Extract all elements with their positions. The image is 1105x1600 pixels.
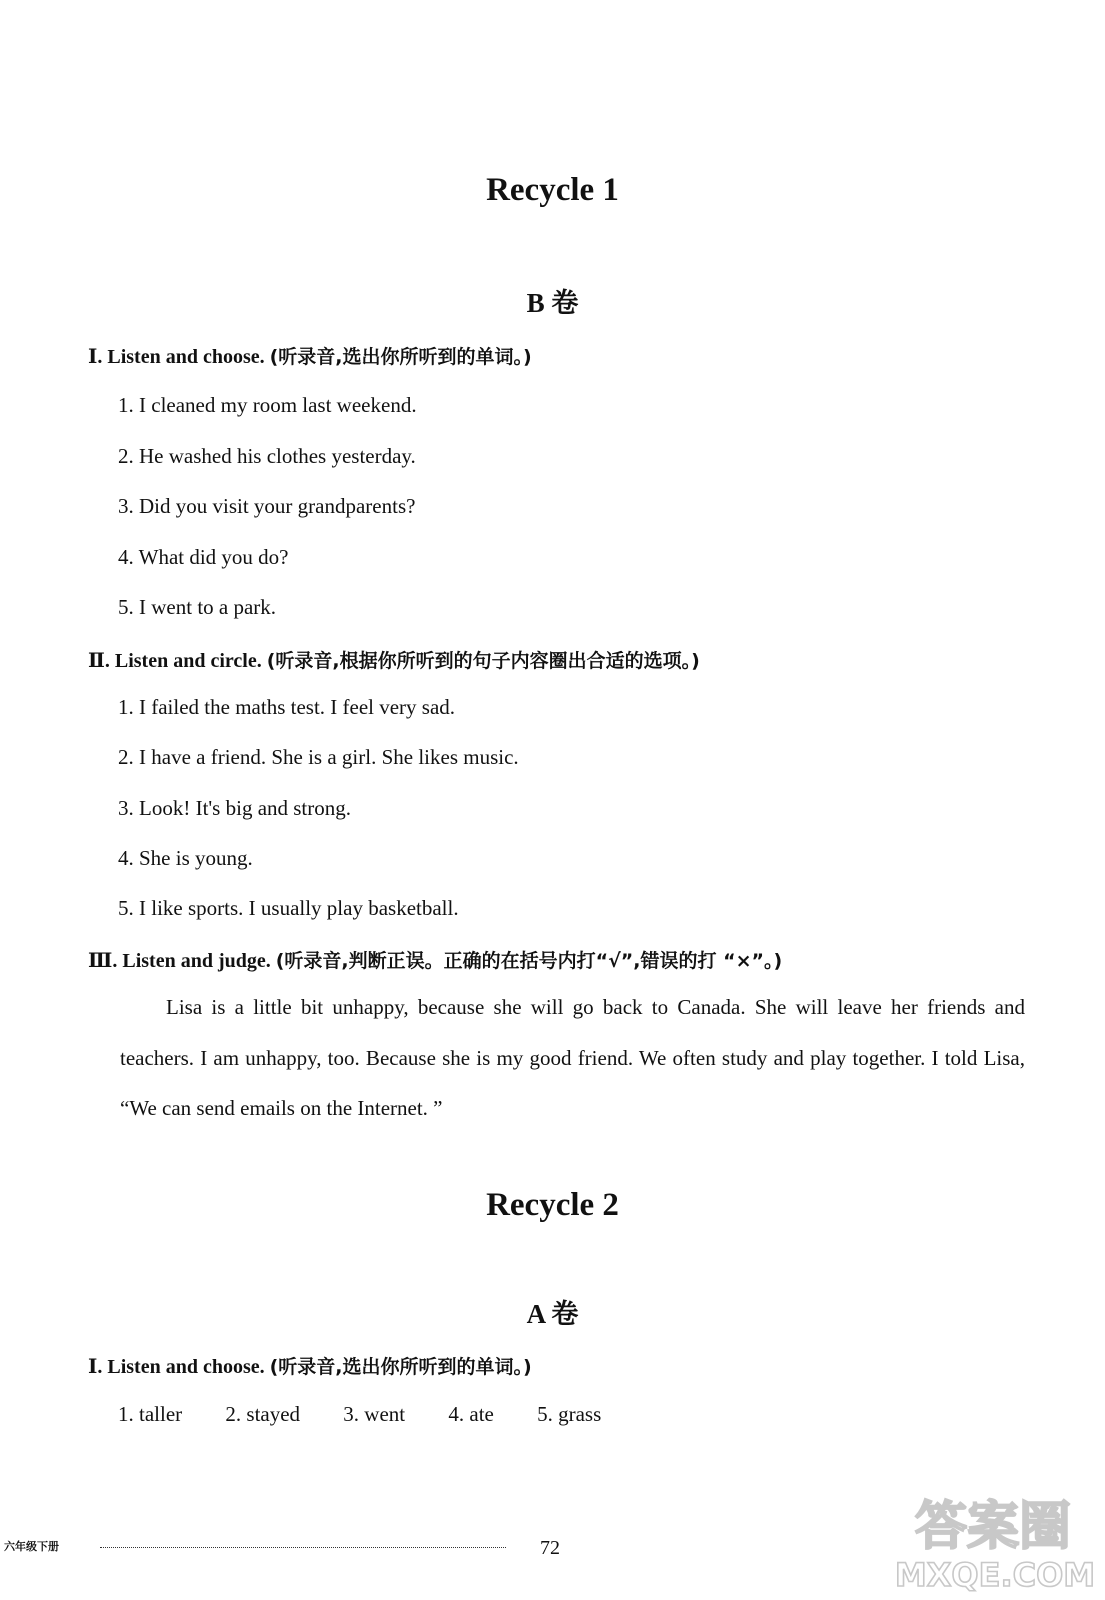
section-heading bbox=[88, 1352, 532, 1379]
word-item: 4. ate bbox=[448, 1402, 494, 1426]
word-item: 5. grass bbox=[537, 1402, 602, 1426]
list-item: 4. She is young. bbox=[118, 846, 253, 870]
list-item: 3. Did you visit your grandparents? bbox=[118, 494, 416, 518]
listening-passage bbox=[120, 982, 1025, 1134]
section-number: Ⅰ. bbox=[88, 346, 103, 368]
section-number: Ⅰ. bbox=[88, 1356, 103, 1378]
recycle2-subtitle: A 卷 bbox=[526, 1299, 579, 1329]
watermark-logo bbox=[894, 1482, 1096, 1594]
watermark-text-en: MXQE.COM bbox=[894, 1556, 1096, 1594]
list-item: 1. I cleaned my room last weekend. bbox=[118, 393, 417, 417]
list-item: 2. He washed his clothes yesterday. bbox=[118, 444, 416, 468]
word-list bbox=[118, 1402, 718, 1427]
section-instruction-cn: (听录音,判断正误。正确的在括号内打“√”,错误的打 “×”。) bbox=[275, 950, 783, 972]
list-item: 2. I have a friend. She is a girl. She likes music. bbox=[118, 745, 519, 769]
section-instruction-en: Listen and circle. bbox=[114, 650, 262, 672]
recycle2-title: Recycle 2 bbox=[486, 1187, 619, 1223]
section-number: Ⅲ. bbox=[88, 950, 118, 972]
section-instruction-en: Listen and judge. bbox=[122, 950, 271, 972]
section-instruction-cn: (听录音,选出你所听到的单词。) bbox=[269, 346, 532, 368]
section-instruction-cn: (听录音,根据你所听到的句子内容圈出合适的选项。) bbox=[266, 650, 700, 672]
recycle1-subtitle: B 卷 bbox=[526, 288, 579, 318]
word-item: 1. taller bbox=[118, 1402, 183, 1426]
list-item: 5. I like sports. I usually play basketball. bbox=[118, 896, 459, 920]
list-item: 5. I went to a park. bbox=[118, 595, 277, 619]
recycle1-title: Recycle 1 bbox=[486, 172, 619, 208]
book-label: 六年级下册 bbox=[4, 1540, 59, 1553]
word-item: 3. went bbox=[343, 1402, 406, 1426]
section-instruction-cn: (听录音,选出你所听到的单词。) bbox=[269, 1356, 532, 1378]
section-heading bbox=[88, 342, 532, 369]
page-number: 72 bbox=[540, 1537, 560, 1559]
section-instruction-en: Listen and choose. bbox=[107, 346, 265, 368]
footer-divider bbox=[100, 1547, 506, 1548]
list-item: 4. What did you do? bbox=[118, 545, 289, 569]
passage-text: Lisa is a little bit unhappy, because she will go back to Canada. She will leave her friends and teachers. I am unhappy, too. Because she is my good friend. We often study and play together. I told Lisa, “We can send emails on the Internet. ” bbox=[120, 995, 1025, 1120]
list-item: 1. I failed the maths test. I feel very sad. bbox=[118, 695, 456, 719]
watermark-text-cn: 答案圈 bbox=[914, 1497, 1072, 1557]
section-number: Ⅱ. bbox=[88, 650, 110, 672]
section-heading bbox=[88, 946, 782, 973]
word-item: 2. stayed bbox=[225, 1402, 301, 1426]
list-item: 3. Look! It's big and strong. bbox=[118, 796, 352, 820]
section-heading bbox=[88, 646, 700, 673]
section-instruction-en: Listen and choose. bbox=[107, 1356, 265, 1378]
